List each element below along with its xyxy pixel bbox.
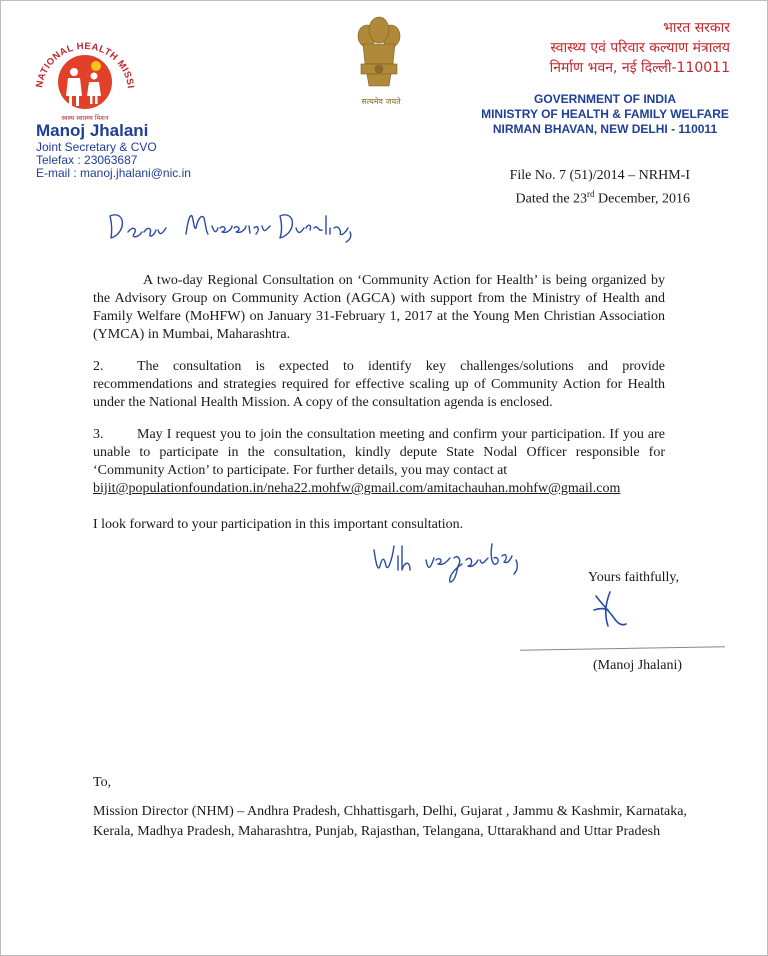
file-reference [490,166,690,209]
paragraph-1-text: A two-day Regional Consultation on ‘Community Action for Health’ is being organized by the Advisory Group on Community Action (AGCA) with support from the Ministry of Health and Family Welfare (MoHFW) on January 31-February 1, 2017 at the Young Men Christian Association (YMCA) in Mumbai, Maharashtra. [93,273,665,342]
paragraph-2-number: 2. [93,359,104,374]
ministry-hindi-line-3: निर्माण भवन, नई दिल्ली-110011 [549,60,730,76]
paragraph-3-text: May I request you to join the consultation meeting and confirm your participation. If you are unable to participate in the consultation, kindly depute State Nodal Officer responsible for ‘Community Action’ to participate. For further details, you may contact at [93,427,665,478]
sender-name: Manoj Jhalani [36,121,149,140]
paragraph-2 [93,358,665,412]
signatory-name: (Manoj Jhalani) [593,658,683,673]
paragraph-3-number: 3. [93,427,104,442]
sender-block [36,121,191,180]
sender-telefax: Telefax : 23063687 [36,153,138,167]
emblem-motto: सत्यमेव जयते [361,97,401,106]
nhm-logo [30,30,140,122]
national-emblem-icon [349,12,409,96]
recipients-list: Mission Director (NHM) – Andhra Pradesh, Chhattisgarh, Delhi, Gujarat , Jammu & Kashmir, Karnataka, Kerala, Madhya Pradesh, Maharashtra, Punjab, Rajasthan, Telangana, Uttarakhand and Uttar Pradesh [93,804,687,839]
paragraph-2-text: The consultation is expected to identify key challenges/solutions and provide recommendations and strategies required for effective scaling up of Community Action for Health under the National Health Mission. A copy of the consultation agenda is enclosed. [93,359,665,410]
yours-faithfully: Yours faithfully, [588,570,680,585]
sender-email: E-mail : manoj.jhalani@nic.in [36,166,191,180]
ministry-english-line-2: MINISTRY OF HEALTH & FAMILY WELFARE [481,107,729,121]
handwritten-salutation [104,206,354,251]
ministry-english-line-1: GOVERNMENT OF INDIA [533,92,676,106]
date-suffix-sup: rd [587,189,595,199]
ministry-hindi-line-2: स्वास्थ्य एवं परिवार कल्याण मंत्रालय [550,40,730,56]
signature-mark [592,590,632,637]
date-line [490,185,690,209]
ministry-hindi-block [430,18,730,78]
logo-arc-text: NATIONAL HEALTH MISSI [34,40,136,90]
sender-title: Joint Secretary & CVO [36,140,157,154]
ministry-english-block [470,92,740,137]
ministry-english-line-3: NIRMAN BHAVAN, NEW DELHI - 110011 [492,122,718,136]
ministry-hindi-line-1: भारत सरकार [663,20,730,36]
paragraph-3 [93,426,665,498]
date-prefix: Dated the 23 [515,191,588,207]
to-label: To, [93,775,112,790]
handwritten-regards [368,536,533,591]
paragraph-1 [93,272,665,344]
file-number: File No. 7 (51)/2014 – NRHM-I [509,168,690,183]
closing-sentence: I look forward to your participation in this important consultation. [93,517,464,532]
contact-emails[interactable]: bijit@populationfoundation.in/neha22.mohfw@gmail.com/amitachauhan.mohfw@gmail.com [93,481,621,496]
date-suffix: December, 2016 [594,191,690,207]
logo-tagline: स्वस्थ स्वास्थ्य मिशन [61,114,109,122]
